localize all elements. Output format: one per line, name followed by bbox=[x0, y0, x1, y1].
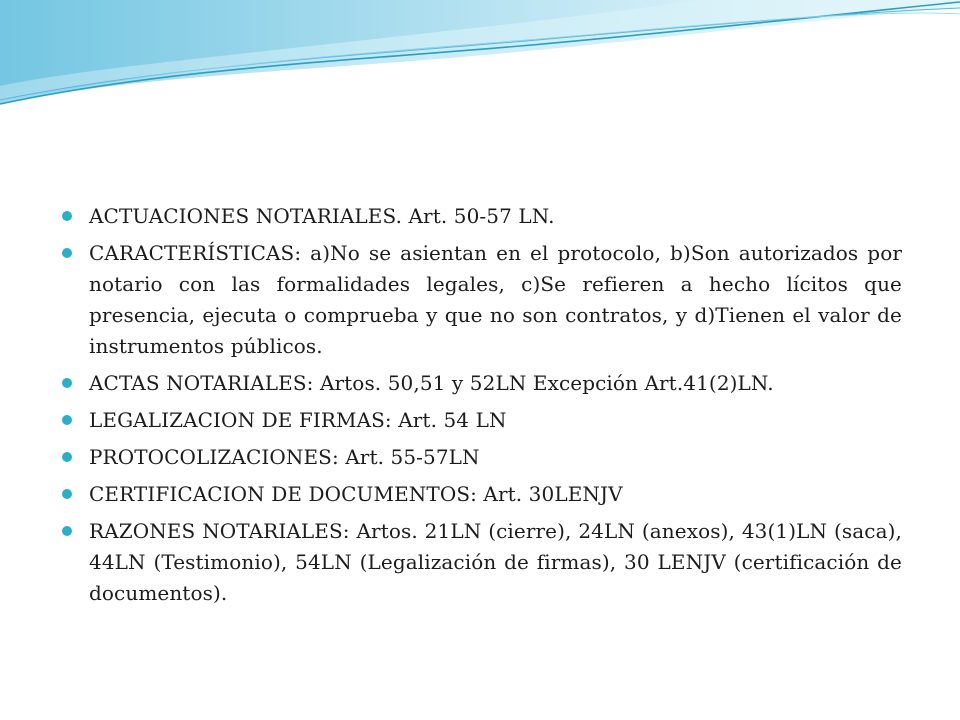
bullet-text: CARACTERÍSTICAS: a)No se asientan en el protocolo, b)Son autorizados por notario con las formalidades legales, c)Se refieren a hecho lícitos que presencia, ejecuta o comprueba y que no son contratos, y d)Tienen el valor de instrumentos públicos. bbox=[89, 241, 902, 358]
bullet-item-certificacion bbox=[62, 479, 902, 510]
bullet-item-legalizacion bbox=[62, 405, 902, 436]
bullet-dot-icon bbox=[62, 211, 72, 221]
bullet-text: CERTIFICACION DE DOCUMENTOS: Art. 30LENJV bbox=[89, 482, 623, 506]
bullet-item-razones bbox=[62, 516, 902, 609]
header-wave-decoration bbox=[0, 0, 960, 120]
bullet-item-actas bbox=[62, 368, 902, 399]
bullet-dot-icon bbox=[62, 378, 72, 388]
bullet-list bbox=[62, 201, 902, 615]
bullet-item-actuaciones bbox=[62, 201, 902, 232]
bullet-item-protocolizaciones bbox=[62, 442, 902, 473]
bullet-item-caracteristicas bbox=[62, 238, 902, 362]
bullet-dot-icon bbox=[62, 489, 72, 499]
bullet-text: PROTOCOLIZACIONES: Art. 55-57LN bbox=[89, 445, 480, 469]
bullet-text: RAZONES NOTARIALES: Artos. 21LN (cierre), 24LN (anexos), 43(1)LN (saca), 44LN (Testimonio), 54LN (Legalización de firmas), 30 LENJV (certificación de documentos). bbox=[89, 519, 902, 605]
bullet-text: ACTUACIONES NOTARIALES. Art. 50-57 LN. bbox=[89, 204, 555, 228]
bullet-dot-icon bbox=[62, 248, 72, 258]
bullet-dot-icon bbox=[62, 415, 72, 425]
bullet-text: LEGALIZACION DE FIRMAS: Art. 54 LN bbox=[89, 408, 507, 432]
bullet-dot-icon bbox=[62, 526, 72, 536]
bullet-dot-icon bbox=[62, 452, 72, 462]
bullet-text: ACTAS NOTARIALES: Artos. 50,51 y 52LN Excepción Art.41(2)LN. bbox=[89, 371, 774, 395]
